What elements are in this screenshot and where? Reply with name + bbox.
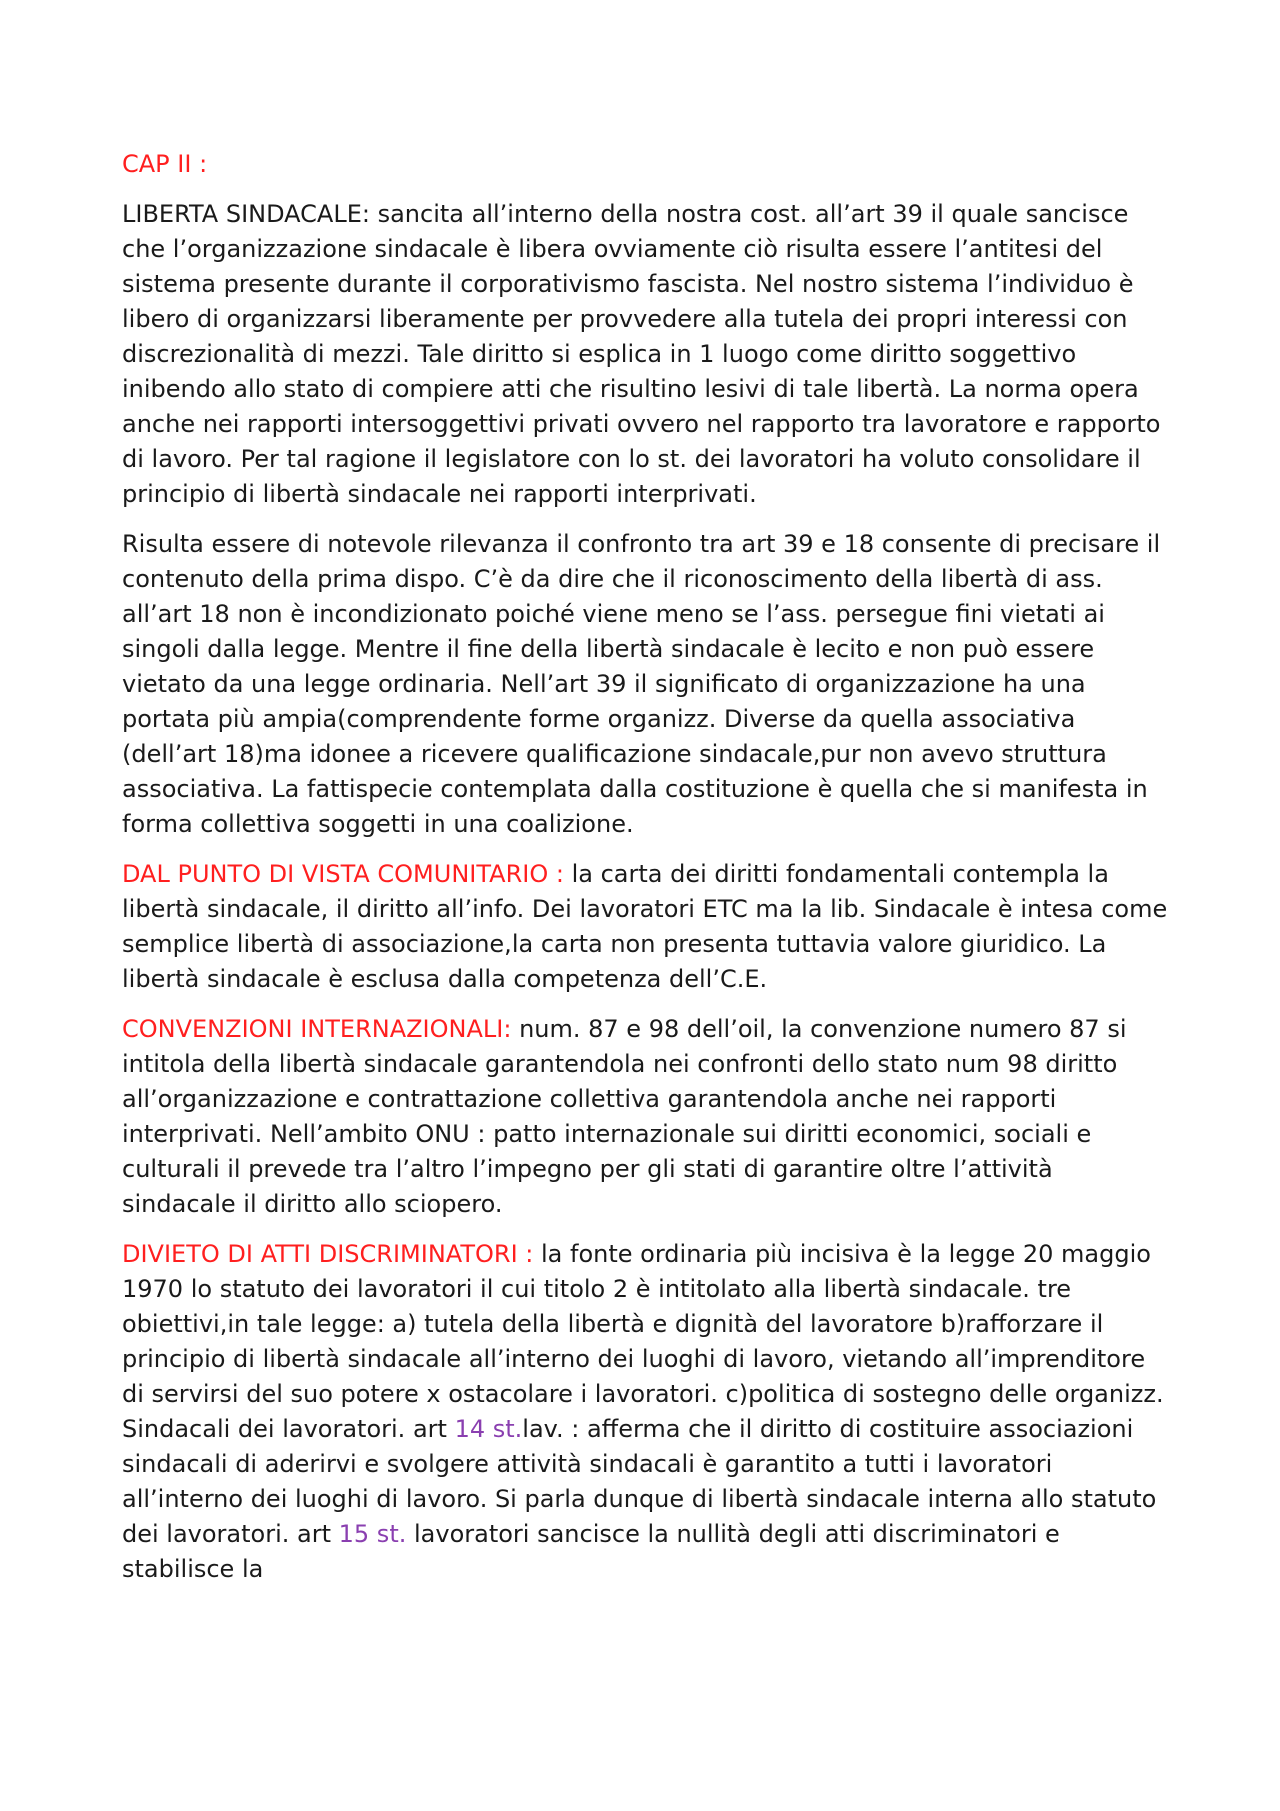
paragraph-divieto: [122, 1237, 1172, 1587]
paragraph-text: la fonte ordinaria più incisiva è la legge 20 maggio 1970 lo statuto dei lavoratori il cui titolo 2 è intitolato alla libertà sindacale. tre obiettivi,in tale legge: a) tutela della libertà e dignità del lavoratore b)rafforzare il principio di libertà sindacale all’interno dei luoghi di lavoro, vietando all’imprenditore di servirsi del suo potere x ostacolare i lavoratori. c)politica di sostegno delle organizz. Sindacali dei lavoratori. art: [122, 1240, 1164, 1443]
document-page: [122, 147, 1172, 1602]
section-label-divieto: DIVIETO DI ATTI DISCRIMINATORI :: [122, 1240, 534, 1268]
section-label-convenzioni: CONVENZIONI INTERNAZIONALI:: [122, 1015, 512, 1043]
paragraph-confronto: Risulta essere di notevole rilevanza il confronto tra art 39 e 18 consente di precisare il contenuto della prima dispo. C’è da dire che il riconoscimento della libertà di ass. all’art 18 non è incondizionato poiché viene meno se l’ass. persegue fini vietati ai singoli dalla legge. Mentre il fine della libertà sindacale è lecito e non può essere vietato da una legge ordinaria. Nell’art 39 il significato di organizzazione ha una portata più ampia(comprendente forme organizz. Diverse da quella associativa (dell’art 18)ma idonee a ricevere qualificazione sindacale,pur non avevo struttura associativa. La fattispecie contemplata dalla costituzione è quella che si manifesta in forma collettiva soggetti in una coalizione.: [122, 530, 1161, 838]
section-label-liberta: LIBERTA SINDACALE:: [122, 200, 370, 228]
paragraph-text: num. 87 e 98 dell’oil, la convenzione numero 87 si intitola della libertà sindacale garantendola nei confronti dello stato num 98 diritto all’organizzazione e contrattazione collettiva garantendola anche nei rapporti interprivati. Nell’ambito ONU : patto internazionale sui diritti economici, sociali e culturali il prevede tra l’altro l’impegno per gli stati di garantire oltre l’attività sindacale il diritto allo sciopero.: [122, 1015, 1127, 1218]
paragraph-comunitario: [122, 857, 1172, 997]
chapter-title: CAP II :: [122, 150, 208, 178]
paragraph-liberta-sindacale: [122, 197, 1172, 512]
article-reference-15: 15 st.: [338, 1520, 407, 1548]
paragraph-text: sancita all’interno della nostra cost. all’art 39 il quale sancisce che l’organizzazione sindacale è libera ovviamente ciò risulta essere l’antitesi del sistema presente durante il corporativismo fascista. Nel nostro sistema l’individuo è libero di organizzarsi liberamente per provvedere alla tutela dei propri interessi con discrezionalità di mezzi. Tale diritto si esplica in 1 luogo come diritto soggettivo inibendo allo stato di compiere atti che risultino lesivi di tale libertà. La norma opera anche nei rapporti intersoggettivi privati ovvero nel rapporto tra lavoratore e rapporto di lavoro. Per tal ragione il legislatore con lo st. dei lavoratori ha voluto consolidare il principio di libertà sindacale nei rapporti interprivati.: [122, 200, 1161, 508]
section-label-comunitario: DAL PUNTO DI VISTA COMUNITARIO :: [122, 860, 564, 888]
paragraph-convenzioni: [122, 1012, 1172, 1222]
paragraph-text: lavoratori sancisce la nullità degli atti discriminatori e stabilisce la: [122, 1520, 1060, 1583]
article-reference-14: 14 st.: [454, 1415, 523, 1443]
paragraph-text: lav. : afferma che il diritto di costituire associazioni sindacali di aderirvi e svolgere attività sindacali è garantito a tutti i lavoratori all’interno dei luoghi di lavoro. Si parla dunque di libertà sindacale interna allo statuto dei lavoratori. art: [122, 1415, 1157, 1548]
paragraph-text: la carta dei diritti fondamentali contempla la libertà sindacale, il diritto all’info. Dei lavoratori ETC ma la lib. Sindacale è intesa come semplice libertà di associazione,la carta non presenta tuttavia valore giuridico. La libertà sindacale è esclusa dalla competenza dell’C.E.: [122, 860, 1168, 993]
